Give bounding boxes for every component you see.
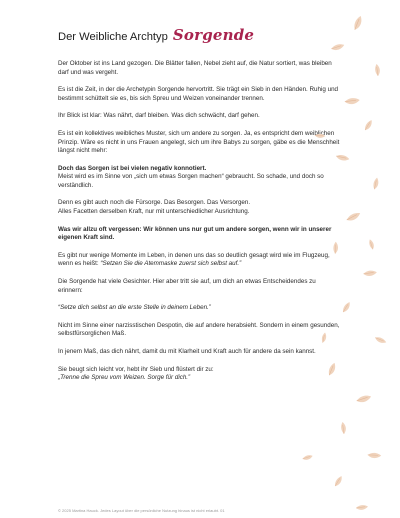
leaf-icon [348,14,369,37]
leaf-icon [368,176,386,194]
paragraph [58,165,340,191]
italic-quote: “Setze dich selbst an die erste Stelle in deinem Leben.” [58,304,211,312]
leaf-icon [365,238,380,252]
leaf-icon [340,92,361,115]
leaf-icon [353,390,372,412]
paragraph: Die Sorgende hat viele Gesichter. Hier aber tritt sie auf, um dich an etwas Entscheidendes zu erinnern: [58,278,316,294]
paragraph: Ihr Blick ist klar: Was nährt, darf bleiben. Was dich schwächt, darf gehen. [58,112,260,120]
paragraph: Es ist die Zeit, in der die Archetypin Sorgende hervortritt. Sie trägt ein Sieb in den Händen. Ruhig und bestimmt schüttelt sie es, bis sich Spreu und Weizen voneinander trennen. [58,86,339,102]
paragraph: Es ist ein kollektives weibliches Muster, sich um andere zu sorgen. Ja, es entspricht dem weiblichen Prinzip. Wäre es nicht in uns Frauen angelegt, sich um ihre Babys zu sorgen, gäbe es die Menschheit längst nicht mehr: [58,130,340,155]
paragraph [58,199,340,216]
leaf-icon [345,209,362,229]
bold-sentence: Doch das Sorgen ist bei vielen negativ konnotiert. [58,164,207,172]
leaf-icon [300,451,314,466]
leaf-icon [370,63,388,80]
paragraph-line: Sie beugt sich leicht vor, hebt ihr Sieb und flüstert dir zu: [58,365,214,373]
leaf-icon [331,474,346,491]
leaf-icon [361,118,376,135]
paragraph: Nicht im Sinne einer narzisstischen Despotin, die auf andere herabsieht. Sondern in einem gesunden, selbstfürsorglichen Maß. [58,321,340,338]
paragraph-text: Meist wird es im Sinne von „sich um etwas Sorgen machen“ gebraucht. So schade, und doch so verständlich. [58,173,324,189]
paragraph [58,252,340,269]
page-title: Der Weibliche Archtyp [58,31,168,43]
italic-quote: “Setzen Sie die Atemmaske zuerst sich selbst auf.” [100,260,242,268]
paragraph-text: Es gibt nur wenige Momente im Leben, in denen uns das so deutlich gesagt wird wie im Flugzeug, wenn es heißt: [58,251,330,268]
paragraph-line: Alles Facetten derselben Kraft, nur mit unterschiedlicher Ausrichtung. [58,207,250,215]
bold-paragraph: Was wir allzu oft vergessen: Wir können uns nur gut um andere sorgen, wenn wir in unserer eigenen Kraft sind. [58,225,332,242]
leaf-icon [328,39,345,59]
copyright-footer: © 2025 Martina Hauck. Jedes Layout über die persönliche Nutzung hinaus ist nicht erlaubt. 01 [58,508,225,513]
leaf-icon [339,300,354,317]
italic-quote: „Trenne die Spreu vom Weizen. Sorge für dich.” [58,374,191,382]
body-text [58,60,340,392]
paragraph-line: Denn es gibt auch noch die Fürsorge. Das Besorgen. Das Versorgen. [58,199,251,207]
leaf-icon [370,333,388,350]
paragraph: Der Oktober ist ins Land gezogen. Die Blätter fallen, Nebel zieht auf, die Natur sortiert, was bleiben darf und was vergeht. [58,60,332,76]
leaf-icon [359,265,378,285]
leaf-icon [353,500,370,518]
leaf-icon [363,447,383,468]
leaf-icon [336,421,354,438]
paragraph: In jenem Maß, das dich nährt, damit du mit Klarheit und Kraft auch für andere da sein kannst. [58,348,316,356]
title-script-word: Sorgende [172,26,255,44]
paragraph [58,366,340,383]
page-header [58,26,254,44]
